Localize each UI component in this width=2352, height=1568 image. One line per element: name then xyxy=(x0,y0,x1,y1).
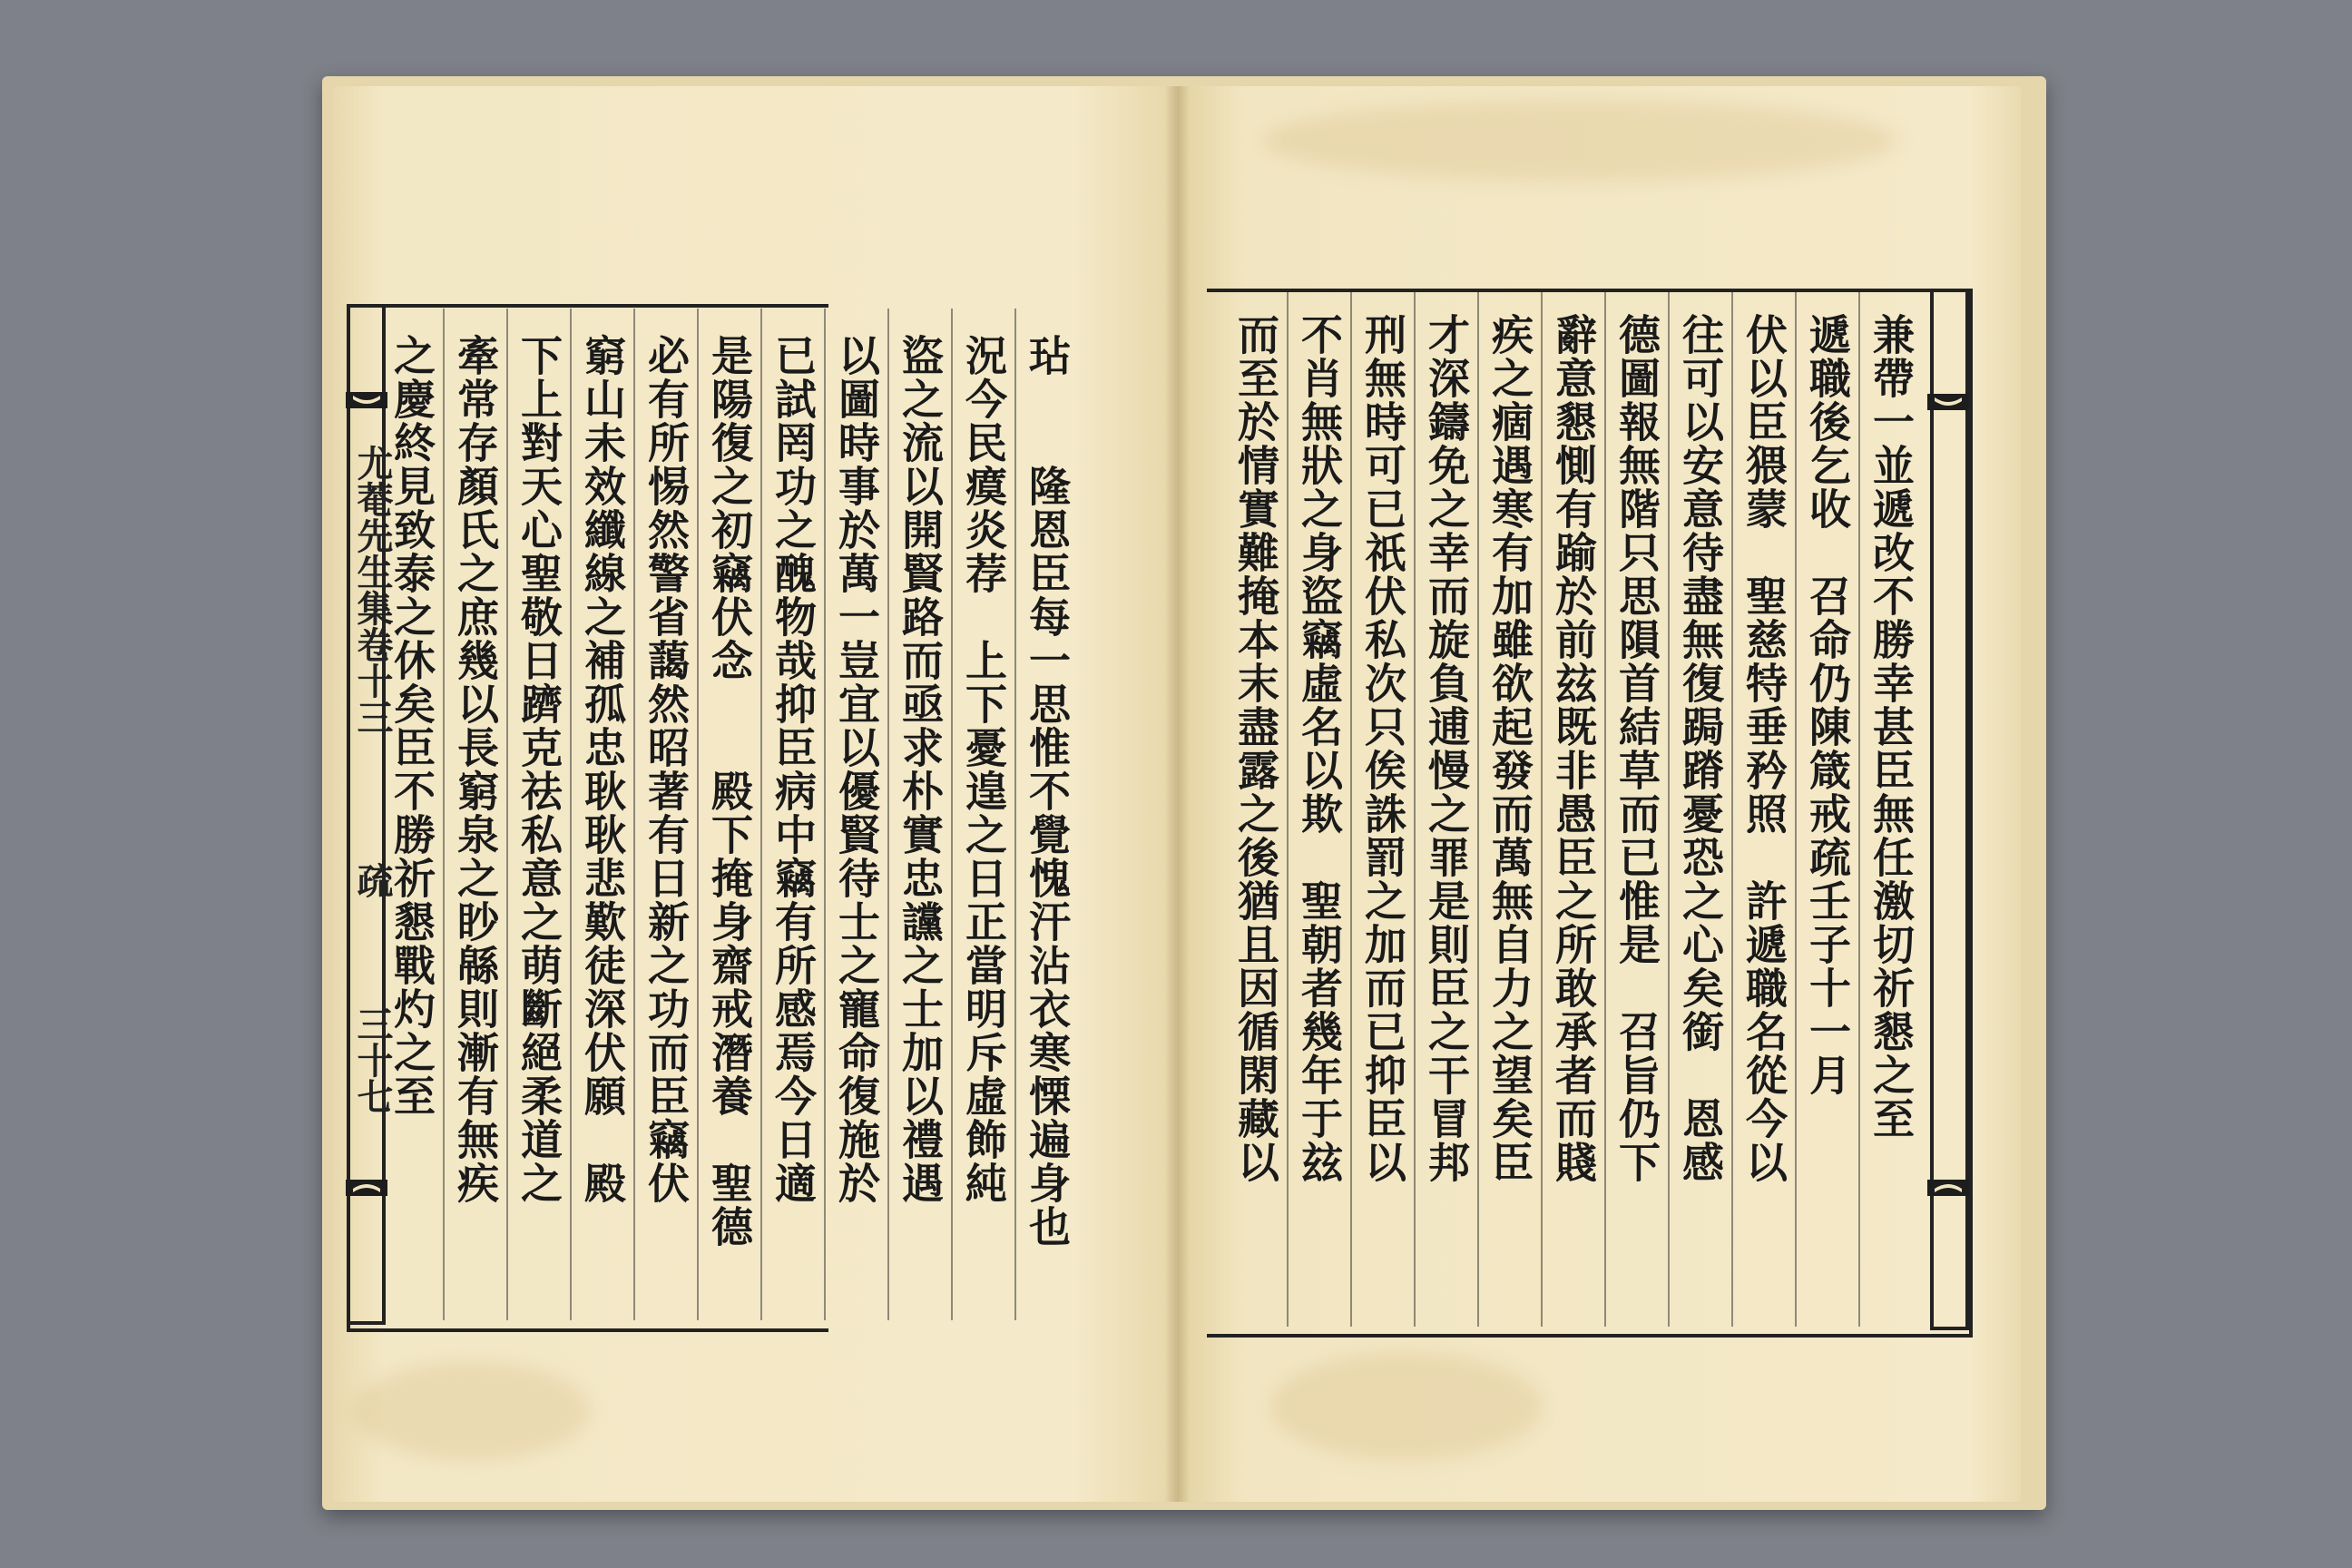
left-col-9: 下上對天心聖敬日躋克祛私意之萌斷絕柔道之 xyxy=(514,334,564,1205)
column-rule xyxy=(1414,292,1416,1327)
right-col-7: 疾之痼遇寒有加雖欲起發而萬無自力之望矣臣 xyxy=(1485,313,1534,1184)
left-col-8: 窮山未效纖線之補孤忠耿耿悲歎徒深伏願 殿 xyxy=(578,334,627,1205)
left-col-5: 已試罔功之醜物哉抑臣病中竊有所感焉今日適 xyxy=(769,334,818,1205)
margin-section-label: 疏 xyxy=(351,862,394,898)
right-col-9: 刑無時可已祇伏私次只俟誅罰之加而已抑臣以 xyxy=(1358,313,1407,1184)
fish-tail-bottom-mark xyxy=(1927,1176,1969,1200)
column-rule xyxy=(1477,292,1479,1327)
column-rule xyxy=(697,309,699,1320)
fish-tail-top-mark xyxy=(346,388,387,412)
folio-number: 三十七 xyxy=(351,1005,394,1114)
right-col-3: 伏以臣猥蒙 聖慈特垂矜照 許遞職名從今以 xyxy=(1740,313,1788,1184)
column-rule xyxy=(1287,292,1289,1327)
right-col-10: 不肖無狀之身盜竊虛名以欺 聖朝者幾年于玆 xyxy=(1295,313,1344,1184)
right-col-5: 德圖報無階只思隕首結草而已惟是 召旨仍下 xyxy=(1612,313,1661,1184)
right-margin-band xyxy=(1930,289,1969,1330)
left-col-4: 以圖時事於萬一豈宜以優賢待士之寵命復施於 xyxy=(832,334,881,1205)
stain-bottom-right xyxy=(1270,1352,1543,1461)
right-col-8: 才深鑄免之幸而旋負逋慢之罪是則臣之干冒邦 xyxy=(1422,313,1471,1184)
column-rule xyxy=(1795,292,1797,1327)
column-rule xyxy=(1350,292,1352,1327)
right-col-1: 兼帶一並遞改不勝幸甚臣無任激切祈懇之至 xyxy=(1867,313,1916,1141)
left-col-6: 是陽復之初竊伏念 殿下掩身齋戒潛養 聖德 xyxy=(705,334,754,1249)
column-rule xyxy=(443,309,445,1320)
right-col-4: 往可以安意待盡無復跼蹐憂恐之心矣銜 恩感 xyxy=(1676,313,1725,1184)
column-rule xyxy=(1668,292,1670,1327)
column-rule xyxy=(1858,292,1860,1327)
left-col-3: 盜之流以開賢路而亟求朴實忠讜之士加以禮遇 xyxy=(896,334,945,1205)
column-rule xyxy=(824,309,826,1320)
stain-bottom-left xyxy=(354,1361,590,1461)
column-rule xyxy=(951,309,953,1320)
column-rule xyxy=(570,309,572,1320)
column-rule xyxy=(506,309,508,1320)
left-col-1: 玷 隆恩臣每一思惟不覺愧汗沾衣寒慄遍身也 xyxy=(1023,334,1072,1249)
left-col-7: 必有所惕然警省藹然昭著有日新之功而臣竊伏 xyxy=(642,334,691,1205)
left-col-2: 況今民瘼炎荐 上下憂遑之日正當明斥虛飾純 xyxy=(959,334,1008,1205)
column-rule xyxy=(1541,292,1543,1327)
margin-book-title: 尤菴先生集卷十三 xyxy=(351,445,394,735)
column-rule xyxy=(633,309,635,1320)
left-col-11: 之慶終見致泰之休矣臣不勝祈懇戰灼之至 xyxy=(387,334,436,1118)
column-rule xyxy=(760,309,762,1320)
right-col-11: 而至於情實難掩本末盡露之後猶且因循閑藏以 xyxy=(1231,313,1280,1184)
column-rule xyxy=(1014,309,1016,1320)
fish-tail-bottom-mark xyxy=(346,1176,387,1200)
left-col-10: 牽常存顏氏之庶幾以長窮泉之眇緜則漸有無疾 xyxy=(451,334,500,1205)
right-col-2: 遞職後乞收 召命仍陳箴戒疏壬子十一月 xyxy=(1803,313,1852,1097)
fish-tail-top-mark xyxy=(1927,390,1969,414)
column-rule xyxy=(1604,292,1606,1327)
column-rule xyxy=(887,309,889,1320)
column-rule xyxy=(1731,292,1733,1327)
stain-top-right xyxy=(1261,100,1896,181)
gutter-fold xyxy=(1164,86,1190,1502)
right-col-6: 辭意懇惻有踰於前玆既非愚臣之所敢承者而賤 xyxy=(1549,313,1598,1184)
